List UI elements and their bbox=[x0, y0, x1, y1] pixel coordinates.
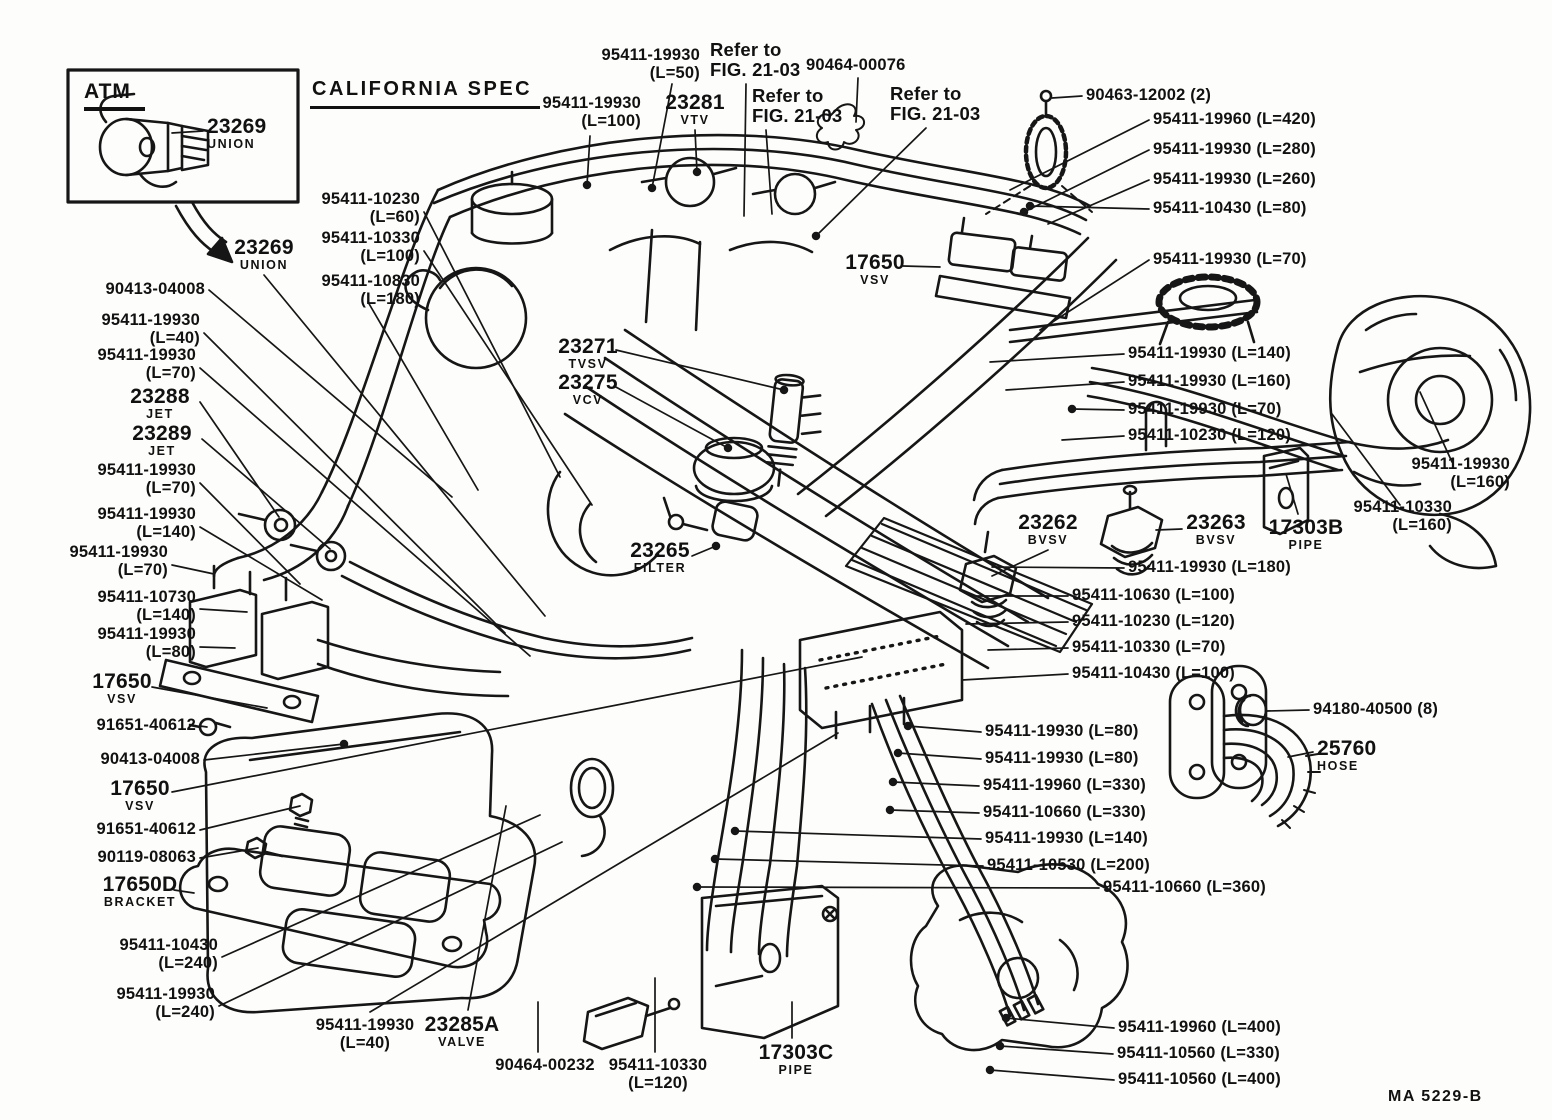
part-label: 95411-10660 (L=360) bbox=[1103, 878, 1266, 896]
note-label: Refer to FIG. 21-03 bbox=[710, 39, 801, 80]
bracket-17303c bbox=[571, 759, 838, 1049]
component-label: 25760 HOSE bbox=[1317, 737, 1377, 773]
part-label: 90464-00232 bbox=[495, 1056, 595, 1074]
part-label: 95411-19930 (L=70) bbox=[69, 543, 168, 580]
part-label: 95411-10330 (L=120) bbox=[608, 1056, 708, 1093]
part-label: 95411-19930 (L=140) bbox=[985, 829, 1148, 847]
part-label: 95411-10730 (L=140) bbox=[97, 588, 196, 625]
part-label: 94180-40500 (8) bbox=[1313, 700, 1439, 718]
component-label: 17303C PIPE bbox=[758, 1041, 834, 1077]
component-label: 17650 VSV bbox=[92, 670, 152, 706]
part-label: 95411-19930 (L=70) bbox=[97, 461, 196, 498]
grommet-hose-25760 bbox=[1170, 666, 1320, 828]
part-label: 95411-10430 (L=100) bbox=[1072, 664, 1235, 682]
part-label: 91651-40612 bbox=[96, 716, 196, 734]
part-label: 95411-10660 (L=330) bbox=[983, 803, 1146, 821]
part-label: 91651-40612 bbox=[96, 820, 196, 838]
part-label: 90464-00076 bbox=[806, 56, 906, 74]
component-label: 17650 VSV bbox=[845, 251, 905, 287]
component-label: 23281 VTV bbox=[665, 91, 725, 127]
part-label: 95411-19930 (L=80) bbox=[985, 749, 1139, 767]
part-label: 90119-08063 bbox=[97, 848, 196, 866]
component-label: 23265 FILTER bbox=[630, 539, 690, 575]
part-label: 90413-04008 bbox=[105, 280, 205, 298]
part-label: 95411-19930 (L=260) bbox=[1153, 170, 1316, 188]
component-label: 17650D BRACKET bbox=[102, 873, 178, 909]
part-label: 95411-10560 (L=330) bbox=[1117, 1044, 1280, 1062]
part-label: 95411-10330 (L=100) bbox=[321, 229, 420, 266]
part-label: 95411-10330 (L=160) bbox=[1353, 498, 1452, 535]
part-label: 95411-19930 (L=50) bbox=[601, 46, 700, 83]
part-label: 95411-19930 (L=80) bbox=[97, 625, 196, 662]
canister-air-cleaner bbox=[406, 172, 552, 368]
jets bbox=[239, 510, 692, 658]
part-label: 95411-19930 (L=160) bbox=[1128, 372, 1291, 390]
clamp-rosette bbox=[986, 91, 1092, 214]
note-label: Refer to FIG. 21-03 bbox=[890, 83, 981, 124]
component-label: 23271 TVSV bbox=[558, 335, 618, 371]
part-label: 95411-10630 (L=100) bbox=[1072, 586, 1235, 604]
part-label: 95411-10230 (L=60) bbox=[321, 190, 420, 227]
note-label: Refer to FIG. 21-03 bbox=[752, 85, 843, 126]
part-label: 95411-19960 (L=400) bbox=[1118, 1018, 1281, 1036]
component-label: 23275 VCV bbox=[558, 371, 618, 407]
part-label: 95411-19930 (L=280) bbox=[1153, 140, 1316, 158]
part-label: 95411-19960 (L=420) bbox=[1153, 110, 1316, 128]
part-label: 90463-12002 (2) bbox=[1086, 86, 1212, 104]
component-label: 23269 UNION bbox=[207, 115, 267, 151]
part-label: 95411-10430 (L=80) bbox=[1153, 199, 1307, 217]
component-label: 23262 BVSV bbox=[1018, 511, 1078, 547]
part-label: 95411-10530 (L=200) bbox=[987, 856, 1150, 874]
part-label: 95411-19930 (L=40) bbox=[315, 1016, 415, 1053]
part-label: 95411-19930 (L=70) bbox=[1128, 400, 1282, 418]
component-label: 23269 UNION bbox=[234, 236, 294, 272]
part-label: 95411-19930 (L=240) bbox=[116, 985, 215, 1022]
component-label: 23289 JET bbox=[132, 422, 192, 458]
part-label: 95411-19930 (L=70) bbox=[1153, 250, 1307, 268]
component-label: 23285A VALVE bbox=[424, 1013, 500, 1049]
figure-code: MA 5229-B bbox=[1388, 1088, 1483, 1105]
page-title: CALIFORNIA SPEC bbox=[310, 78, 540, 109]
part-label: 95411-10230 (L=120) bbox=[1072, 612, 1235, 630]
component-label: 17650 VSV bbox=[110, 777, 170, 813]
part-label: 95411-19930 (L=70) bbox=[97, 346, 196, 383]
part-label: 95411-19930 (L=140) bbox=[1128, 344, 1291, 362]
part-label: 95411-19960 (L=330) bbox=[983, 776, 1146, 794]
component-label: 17303B PIPE bbox=[1268, 516, 1344, 552]
part-label: 95411-19930 (L=80) bbox=[985, 722, 1139, 740]
part-label: 95411-10430 (L=240) bbox=[119, 936, 218, 973]
inset-title: ATM bbox=[84, 80, 145, 111]
part-label: 95411-10560 (L=400) bbox=[1118, 1070, 1281, 1088]
part-label: 95411-19930 (L=140) bbox=[97, 505, 196, 542]
part-label: 95411-10230 (L=120) bbox=[1128, 426, 1291, 444]
part-label: 95411-19930 (L=40) bbox=[101, 311, 200, 348]
vsv-top-unit bbox=[936, 218, 1070, 318]
component-label: 23288 JET bbox=[130, 385, 190, 421]
part-label: 95411-19930 (L=180) bbox=[1128, 558, 1291, 576]
part-label: 90413-04008 bbox=[100, 750, 200, 768]
inset-arrow bbox=[176, 202, 232, 262]
part-label: 95411-19930 (L=160) bbox=[1411, 455, 1510, 492]
part-label: 95411-10830 (L=180) bbox=[321, 272, 420, 309]
valve-cover bbox=[180, 713, 535, 1012]
part-label: 95411-19930 (L=100) bbox=[542, 94, 641, 131]
component-label: 23263 BVSV bbox=[1186, 511, 1246, 547]
vsv-plate bbox=[800, 612, 962, 738]
part-label: 95411-10330 (L=70) bbox=[1072, 638, 1226, 656]
